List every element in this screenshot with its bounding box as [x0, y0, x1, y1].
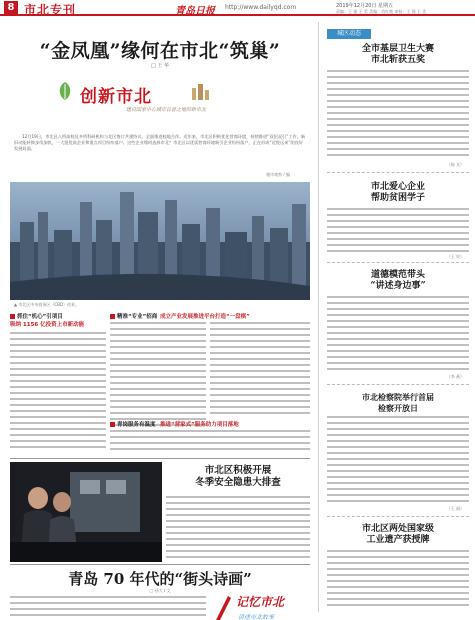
news-4-author: （王 丽） [446, 506, 464, 511]
article-byline: □ 王 华 [151, 63, 169, 69]
news-4-body [327, 416, 469, 506]
leaf-icon [54, 80, 76, 102]
news-3-title: 道德模范带头 “讲述身边事” [370, 270, 426, 291]
inspection-photo [10, 462, 162, 562]
masthead-bar [0, 0, 475, 16]
district-news-column [318, 22, 468, 612]
subhead-3: 青岗服务有温度 [110, 420, 156, 428]
news-3-author: （李 燕） [446, 374, 464, 379]
bottom-article-title: 青岛 70 年代的“街头诗画” [68, 570, 252, 588]
news-rule-3 [327, 384, 469, 385]
safety-inspection-title: 市北区积极开展 冬季安全隐患大排查 [195, 465, 281, 488]
section-divider [10, 458, 310, 459]
news-5-title: 市北区两处国家级 工业遗产获授牌 [361, 524, 434, 545]
subhead-1: 抓住“机心”引项目 [10, 312, 63, 320]
editor-line: 责编：王 强 王 美 美编：肖红艳 审校：王 强 王 美 [336, 9, 427, 14]
district-news-tag: 城区动态 [327, 29, 371, 39]
news-rule-1 [327, 172, 469, 173]
body-text-col4 [110, 430, 310, 454]
article-lead: 12月19日，市北区八所高校及多所科研机构与北区签订共建协议，全面推进校地合作。近年来，市北区积极优化营商环境，持续推进“双招双引”工作，新旧动能转换步伐加快，一大批优质企业和重点项目纷纷落户。这些企业缘何选择市北？市北区以优质营商环境吸引企业纷纷落户，正在形成“近悦远来”的良好发展局面。 [14, 134, 306, 151]
date-line: 2019年12月20日 星期五 [336, 3, 394, 9]
banner-title: 创新市北 [80, 87, 152, 107]
news-1-author: （杨 光） [446, 162, 464, 167]
bottom-article-body [10, 596, 206, 620]
subhead-2: 精准“专业”招商 [110, 312, 157, 320]
paper-url[interactable]: http://www.dailyqd.com [225, 4, 297, 11]
body-text-col1 [10, 332, 106, 452]
city-icon [190, 80, 212, 102]
news-3-body [327, 296, 469, 374]
section-title: 市北专刊 [24, 3, 77, 17]
city-skyline-photo [10, 182, 310, 300]
news-5-body [327, 550, 469, 610]
innovation-banner [50, 70, 270, 132]
banner-subtitle: 建设国家中心城市首善之地的新市北 [125, 107, 206, 113]
article-headline: “金凤凰”缘何在市北“筑巢” [39, 40, 281, 62]
news-4-title: 市北检察院举行首届 检察开放日 [362, 392, 434, 413]
news-rule-4 [327, 516, 469, 517]
page-number: 8 [4, 1, 18, 14]
news-2-body [327, 208, 469, 256]
photo-caption: ▲ 市北区中央商务区（CBD）夜景。 [14, 302, 79, 307]
main-article [10, 22, 310, 620]
news-2-title: 市北爱心企业 帮助贫困学子 [370, 182, 425, 203]
safety-inspection-body [166, 496, 310, 562]
memory-column-subtitle: 讲述市北故事 [238, 614, 275, 620]
memory-column-logo [210, 592, 310, 620]
body-text-col3 [210, 322, 310, 418]
pen-icon [210, 592, 234, 620]
paper-logo: 青岛日报 [175, 6, 215, 17]
news-2-author: （王 泉） [446, 254, 464, 259]
memory-column-title: 记忆市北 [236, 595, 285, 609]
subhead-3b: 推进“营家式”服务助力项目落地 [160, 422, 239, 428]
news-1-title: 全市基层卫生大赛 市北斩获五奖 [361, 44, 434, 65]
news-rule-2 [327, 262, 469, 263]
subhead-1b: 吸纳 1156 亿投资上市新动能 [10, 322, 85, 328]
bottom-article-byline: □ 孙大 / 文 [149, 588, 171, 593]
subhead-2b: 成立产业发展推进平台打造“一盘棋” [160, 314, 250, 320]
news-1-body [327, 70, 469, 160]
lead-author: 楼市观察 / 编 [266, 172, 290, 177]
section-divider-2 [10, 564, 310, 565]
